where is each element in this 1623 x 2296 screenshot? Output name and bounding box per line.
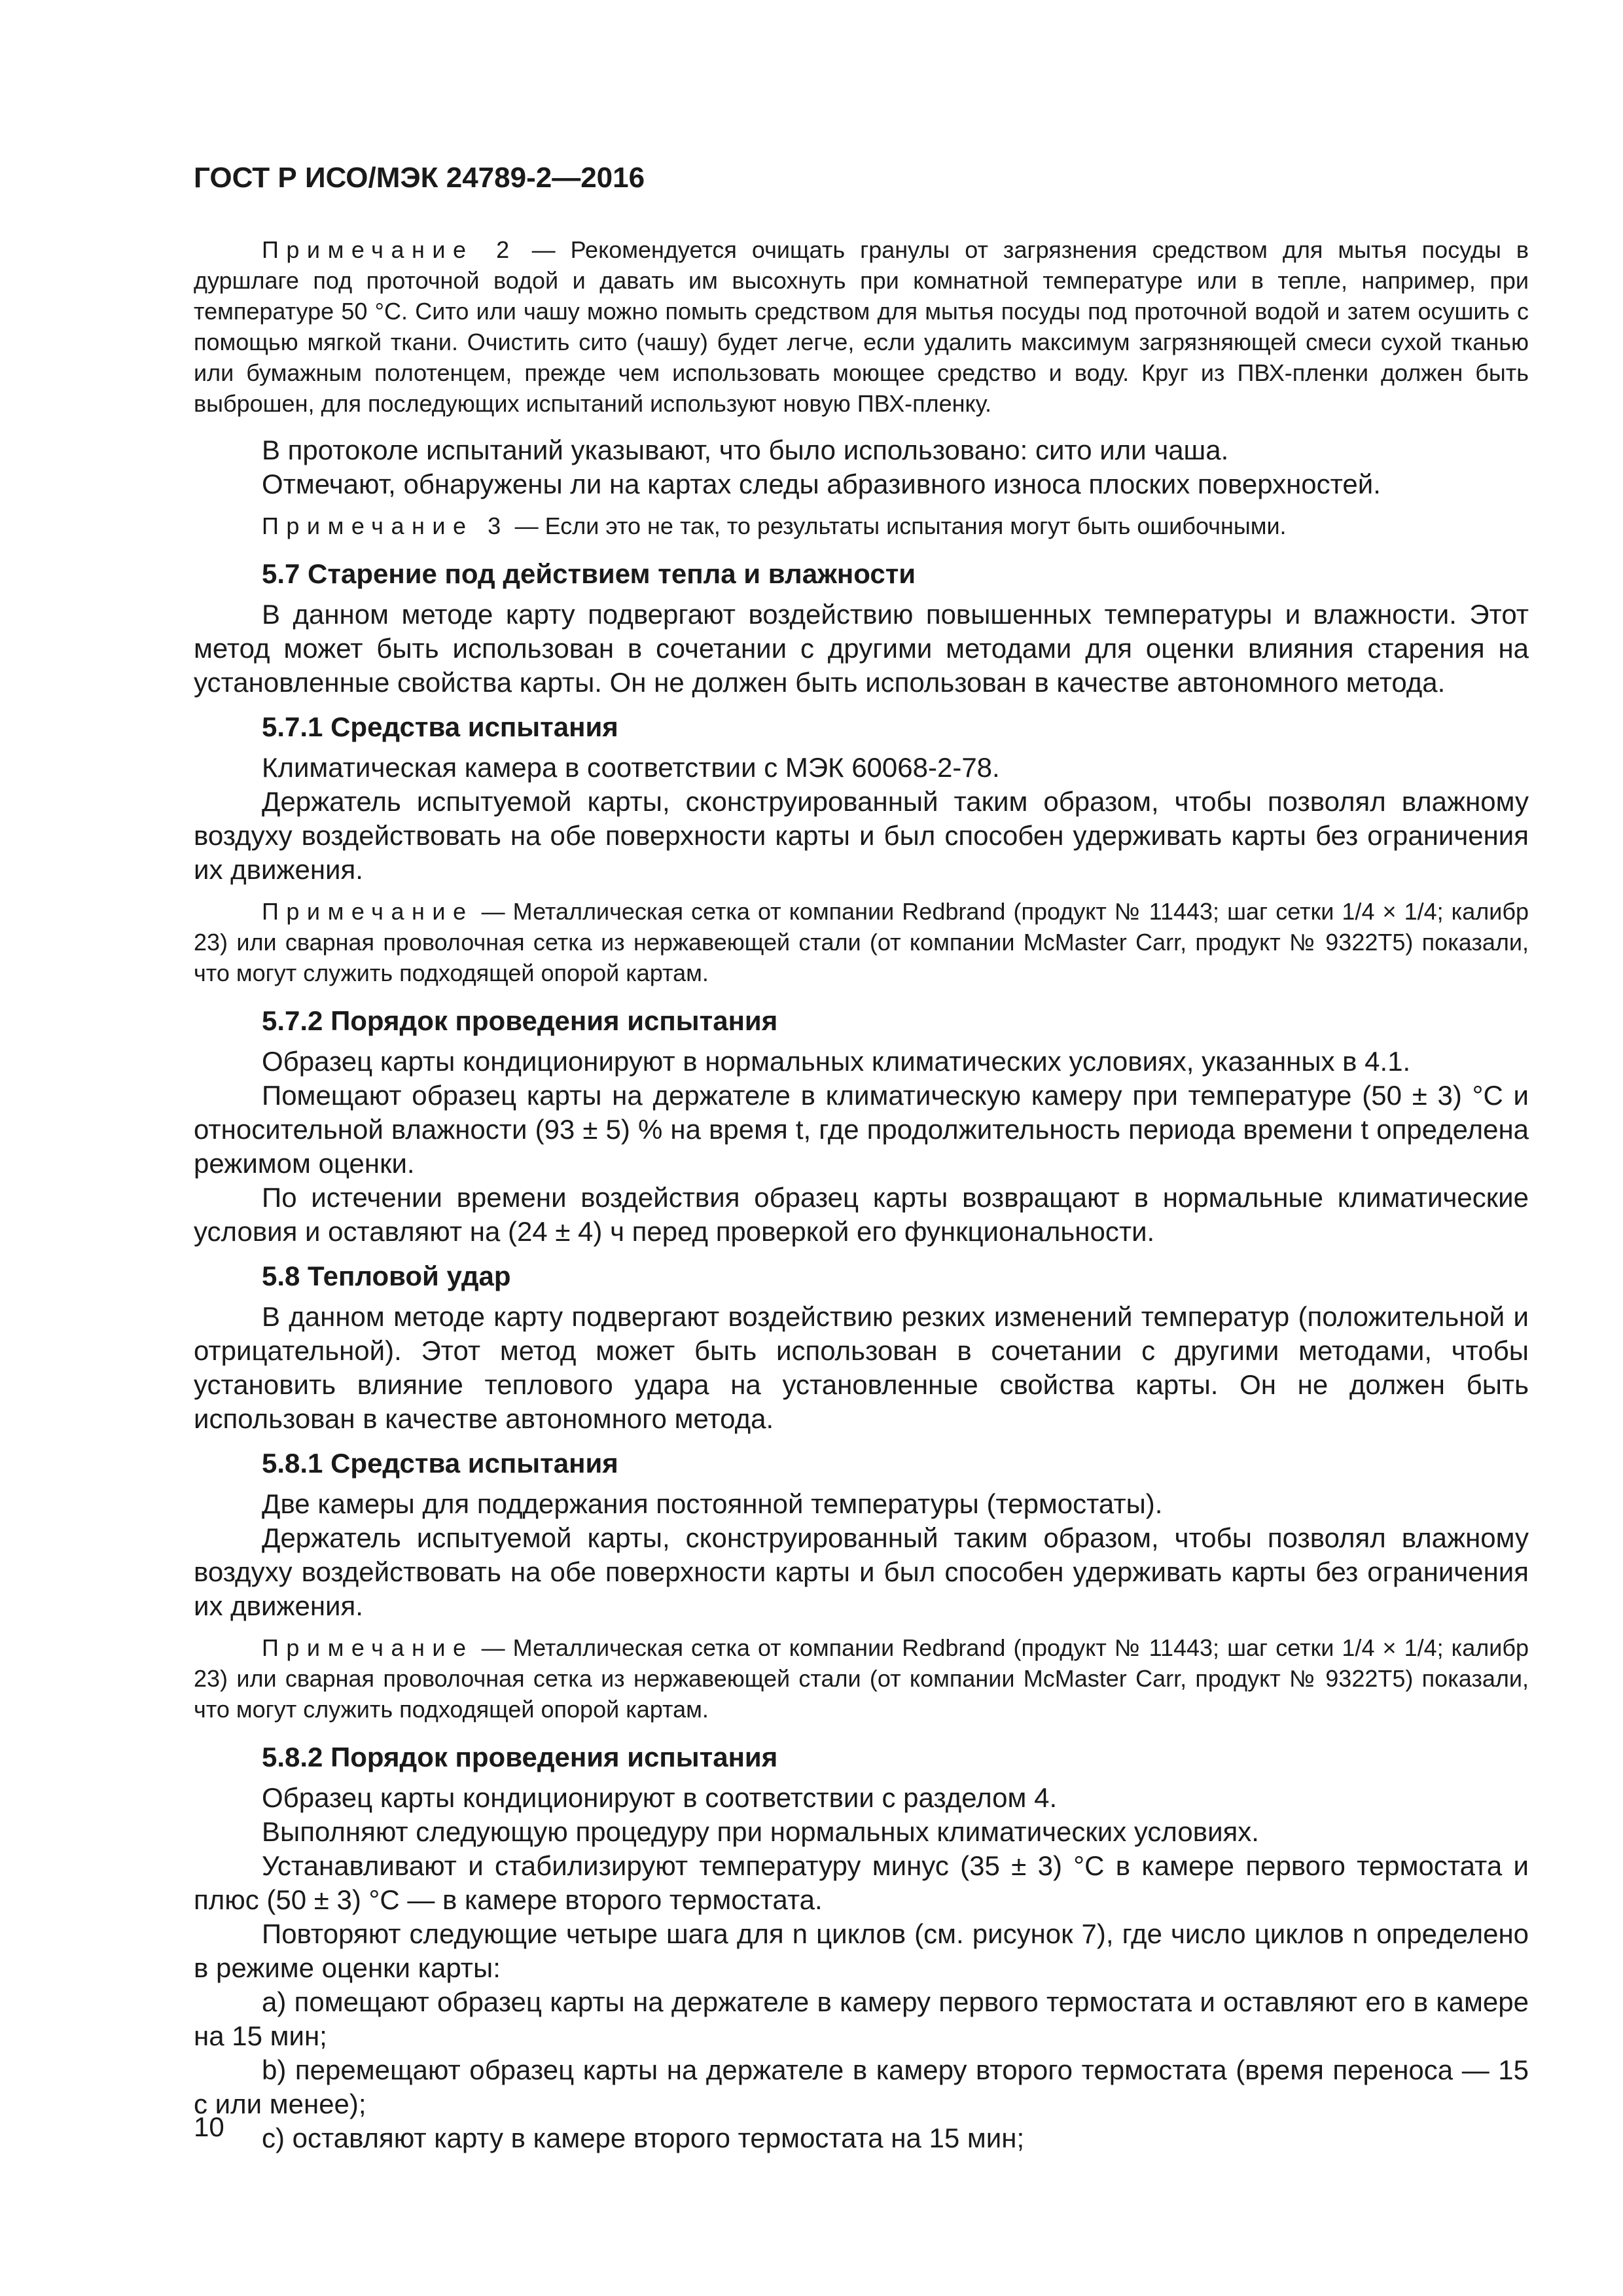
paragraph-5-8-2-d: Повторяют следующие четыре шага для n циклов (см. рисунок 7), где число циклов n определено в режиме оценки карты: xyxy=(194,1918,1529,1983)
list-item-a: а) помещают образец карты на держателе в камеру первого термостата и оставляют его в камере на 15 мин; xyxy=(194,1986,1529,2051)
list-item-c: с) оставляют карту в камере второго термостата на 15 мин; xyxy=(262,2123,1025,2153)
section-heading-5-8-1: 5.8.1 Средства испытания xyxy=(262,1448,618,1479)
paragraph-5-8: В данном методе карту подвергают воздействию резких изменений температур (положительной и отрицательной). Этот метод может быть использован в сочетании с другими методами, чтобы установить влияние теплового удара на установленные свойства карты. Он не должен быть использован в качестве автономного метода. xyxy=(194,1301,1529,1434)
note-label: Примечание 3 xyxy=(262,512,508,539)
paragraph-protocol: В протоколе испытаний указывают, что было использовано: сито или чаша. xyxy=(262,435,1229,465)
note-3 xyxy=(194,511,1529,541)
note-label: Примечание xyxy=(262,1634,474,1661)
paragraph-5-8-2-b: Выполняют следующую процедуру при нормальных климатических условиях. xyxy=(262,1816,1259,1847)
paragraph-traces: Отмечают, обнаружены ли на картах следы абразивного износа плоских поверхностей. xyxy=(262,469,1381,499)
note-text: — Металлическая сетка от компании Redbrand (продукт № 11443; шаг сетки 1/4 × 1/4; калибр 23) или сварная проволочная сетка из нержавеющей стали (от компании McMaster Carr, продукт № 9322Т5) показали, что могут служить подходящей опорой картам. xyxy=(194,1634,1529,1723)
section-heading-5-8-2: 5.8.2 Порядок проведения испытания xyxy=(262,1742,778,1772)
section-heading-5-8: 5.8 Тепловой удар xyxy=(262,1261,511,1291)
page-number: 10 xyxy=(194,2111,224,2142)
section-heading-5-7-2: 5.7.2 Порядок проведения испытания xyxy=(262,1005,778,1036)
note-2 xyxy=(194,234,1529,419)
paragraph-5-7-2-a: Образец карты кондиционируют в нормальных климатических условиях, указанных в 4.1. xyxy=(262,1046,1411,1077)
list-item-b: b) перемещают образец карты на держателе в камеру второго термостата (время переноса — 15 с или менее); xyxy=(194,2054,1529,2119)
paragraph-5-8-1-b: Держатель испытуемой карты, сконструированный таким образом, чтобы позволял влажному воздуху воздействовать на обе поверхности карты и был способен удерживать карты без ограничения их движения. xyxy=(194,1522,1529,1621)
paragraph-5-7-2-c: По истечении времени воздействия образец карты возвращают в нормальные климатические условия и оставляют на (24 ± 4) ч перед проверкой его функциональности. xyxy=(194,1182,1529,1247)
note-text: — Металлическая сетка от компании Redbrand (продукт № 11443; шаг сетки 1/4 × 1/4; калибр 23) или сварная проволочная сетка из нержавеющей стали (от компании McMaster Carr, продукт № 9322Т5) показали, что могут служить подходящей опорой картам. xyxy=(194,898,1529,986)
section-heading-5-7: 5.7 Старение под действием тепла и влажности xyxy=(262,558,916,589)
document-page xyxy=(194,0,1529,2296)
paragraph-5-7-2-b: Помещают образец карты на держателе в климатическую камеру при температуре (50 ± 3) °С и относительной влажности (93 ± 5) % на время t, где продолжительность периода времени t определена режимом оценки. xyxy=(194,1080,1529,1179)
document-content xyxy=(194,234,1529,2155)
note-5-7-1 xyxy=(194,896,1529,988)
note-label: Примечание 2 xyxy=(262,236,517,263)
paragraph-5-7-1-a: Климатическая камера в соответствии с МЭК 60068-2-78. xyxy=(262,752,1000,783)
note-text: — Рекомендуется очищать гранулы от загрязнения средством для мытья посуды в дуршлаге под проточной водой и давать им высохнуть при комнатной температуре или в тепле, например, при температуре 50 °С. Сито или чашу можно помыть средством для мытья посуды под проточной водой и затем осушить с помощью мягкой ткани. Очистить сито (чашу) будет легче, если удалить максимум загрязняющей смеси сухой тканью или бумажным полотенцем, прежде чем использовать моющее средство и воду. Круг из ПВХ-пленки должен быть выброшен, для последующих испытаний используют новую ПВХ-пленку. xyxy=(194,236,1529,417)
paragraph-5-7: В данном методе карту подвергают воздействию повышенных температуры и влажности. Этот метод может быть использован в сочетании с другими методами для оценки влияния старения на установленные свойства карты. Он не должен быть использован в качестве автономного метода. xyxy=(194,599,1529,698)
paragraph-5-8-2-c: Устанавливают и стабилизируют температуру минус (35 ± 3) °С в камере первого термостата и плюс (50 ± 3) °С — в камере второго термостата. xyxy=(194,1850,1529,1915)
paragraph-5-8-2-a: Образец карты кондиционируют в соответствии с разделом 4. xyxy=(262,1782,1058,1813)
section-heading-5-7-1: 5.7.1 Средства испытания xyxy=(262,711,618,742)
note-5-8-1 xyxy=(194,1632,1529,1725)
document-header: ГОСТ Р ИСО/МЭК 24789-2—2016 xyxy=(194,162,645,194)
paragraph-5-7-1-b: Держатель испытуемой карты, сконструированный таким образом, чтобы позволял влажному воздуху воздействовать на обе поверхности карты и был способен удерживать карты без ограничения их движения. xyxy=(194,786,1529,885)
paragraph-5-8-1-a: Две камеры для поддержания постоянной температуры (термостаты). xyxy=(262,1488,1163,1519)
note-label: Примечание xyxy=(262,898,474,925)
note-text: — Если это не так, то результаты испытания могут быть ошибочными. xyxy=(508,512,1287,539)
